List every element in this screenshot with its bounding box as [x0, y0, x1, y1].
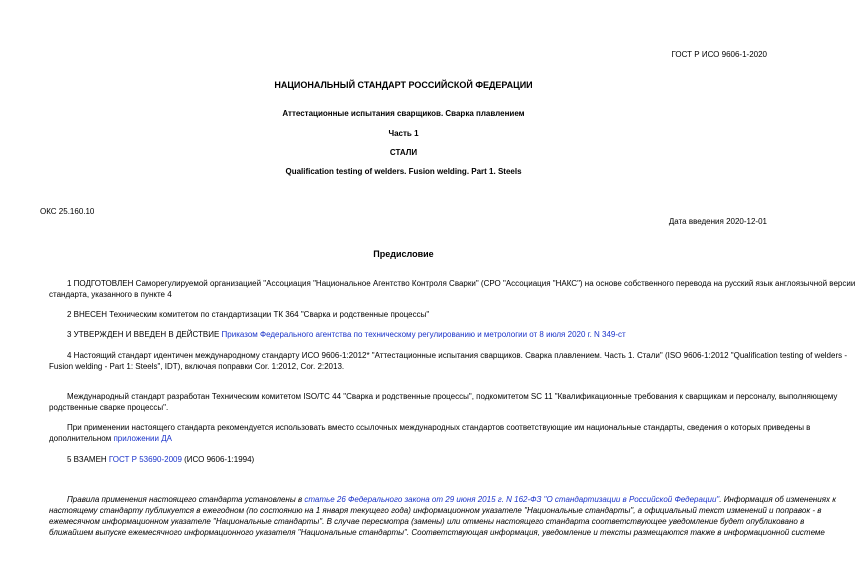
foreword-item-7 [49, 454, 768, 465]
foreword-item-4 [49, 350, 847, 372]
introduction-date: Дата введения 2020-12-01 [668, 217, 767, 226]
foreword-item-8-line-2: настоящему стандарту публикуется в ежегодном (по состоянию на 1 января текущего года) информационном указателе "Национальные стандарты", а официальный текст изменений и поправок - в [49, 506, 822, 515]
foreword-item-6-text: дополнительном [49, 434, 114, 443]
foreword-item-1 [49, 278, 855, 300]
appendix-da-link[interactable]: приложении ДА [113, 434, 172, 443]
foreword-item-5 [49, 391, 838, 413]
foreword-item-6-line-1: При применении настоящего стандарта рекомендуется использовать вместо ссылочных международных стандартов соответствующие им национальные стандарты, сведения о которых приведены в [67, 423, 811, 432]
standard-title: НАЦИОНАЛЬНЫЙ СТАНДАРТ РОССИЙСКОЙ ФЕДЕРАЦИИ [274, 80, 533, 90]
document-name-en: Qualification testing of welders. Fusion welding. Part 1. Steels [285, 167, 522, 176]
document-name-ru: Аттестационные испытания сварщиков. Сварка плавлением [282, 109, 525, 118]
foreword-item-8-line-3: ежемесячном информационном указателе "Национальные стандарты". В случае пересмотра (замены) или отмены настоящего стандарта соответствующее уведомление будет опубликовано в [49, 517, 805, 526]
federal-law-link[interactable]: статье 26 Федерального закона от 29 июня 2015 г. N 162-ФЗ "О стандартизации в Российской Федерации" [304, 495, 720, 504]
foreword-item-7-text: 5 ВЗАМЕН [67, 455, 109, 464]
order-link[interactable]: Приказом Федерального агентства по техническому регулированию и метрологии от 8 июля 2020 г. N 349-ст [221, 330, 626, 339]
foreword-item-8 [49, 494, 837, 538]
foreword-item-6-line-2 [49, 433, 768, 444]
foreword-item-1-line-1: 1 ПОДГОТОВЛЕН Саморегулируемой организацией "Ассоциация "Национальное Агентство Контроля Сварки" (СРО "Ассоциация "НАКС") на основе собственного перевода на русский язык англоязычной версии [67, 279, 855, 288]
foreword-item-5-line-2: родственные сварке процессы". [49, 403, 169, 412]
oks-code: ОКС 25.160.10 [40, 207, 95, 216]
foreword-item-1-line-2: стандарта, указанного в пункте 4 [49, 290, 172, 299]
foreword-item-8-line-4: ближайшем выпуске ежемесячного информационного указателя "Национальные стандарты". Соответствующая информация, уведомление и тексты размещаются также в информационной системе [49, 528, 825, 537]
foreword-item-5-line-1: Международный стандарт разработан Техническим комитетом ISO/TC 44 "Сварка и родственные процессы", подкомитетом SC 11 "Квалификационные требования к сварщикам и персоналу, выполняющему [67, 392, 838, 401]
part-name: СТАЛИ [389, 148, 418, 157]
foreword-item-2: 2 ВНЕСЕН Техническим комитетом по стандартизации ТК 364 "Сварка и родственные процессы" [67, 310, 430, 319]
foreword-item-8-text-a: Правила применения настоящего стандарта установлены в [67, 495, 305, 504]
foreword-item-8-line-1 [49, 494, 837, 505]
replaced-standard-link[interactable]: ГОСТ Р 53690-2009 [108, 455, 182, 464]
foreword-item-4-line-1: 4 Настоящий стандарт идентичен международному стандарту ИСО 9606-1:2012* "Аттестационные испытания сварщиков. Сварка плавлением. Часть 1. Стали" (ISO 9606-1:2012 "Qualification testing of welders - [67, 351, 847, 360]
foreword-item-4-line-2: Fusion welding - Part 1: Steels", IDT), включая поправки Cor. 1:2012, Cor. 2:2013. [49, 362, 345, 371]
document-code: ГОСТ Р ИСО 9606-1-2020 [671, 50, 767, 59]
foreword-item-8-text-b: . Информация об изменениях к [719, 495, 837, 504]
part-number: Часть 1 [388, 129, 419, 138]
foreword-item-3 [49, 329, 768, 340]
foreword-heading: Предисловие [373, 249, 434, 259]
foreword-item-7-tail: (ИСО 9606-1:1994) [181, 455, 255, 464]
foreword-item-6 [49, 422, 811, 444]
foreword-item-3-text: 3 УТВЕРЖДЕН И ВВЕДЕН В ДЕЙСТВИЕ [67, 330, 222, 339]
